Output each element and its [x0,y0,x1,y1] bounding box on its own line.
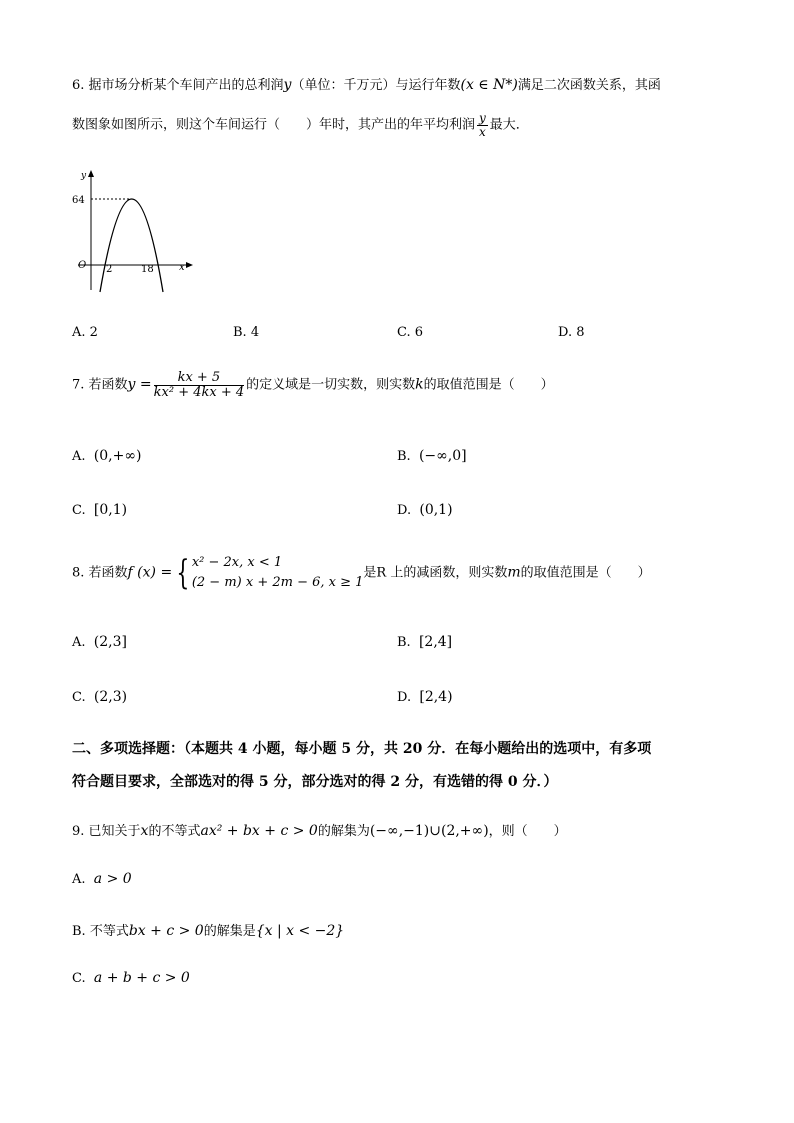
q6-option-d: D. 8 [558,325,585,340]
q9-mid: 的不等式 [148,824,201,839]
q6-text-c: 满足二次函数关系，其函 [517,78,661,93]
q7-prefix: 7. 若函数 [72,377,128,393]
graph-y-label: y [81,171,87,181]
graph-x-tick-18: 18 [141,264,154,275]
q9-mid2: 的解集为 [317,824,370,839]
section2-heading-line1: 二、多项选择题：（本题共 4 小题，每小题 5 分，共 20 分．在每小题给出的选项中，有多项 [72,741,652,757]
q6-line1 [72,74,754,93]
q9-var-x: x [140,823,149,839]
q7-y-eq: y = [127,376,152,393]
q6-option-a: A. 2 [72,325,98,340]
q8-stem [72,553,754,593]
q8-option-a: A. (2,3] [72,634,127,650]
q6-graph [72,168,202,296]
q7-suffix2: 的取值范围是（ ） [423,377,554,393]
section2-heading-line2: 符合题目要求，全部选对的得 5 分，部分选对的得 2 分，有选错的得 0 分．） [72,774,558,790]
q9-option-c: C. a + b + c > 0 [72,970,190,986]
q6-var-y: y [283,77,292,93]
q6-option-b: B. 4 [233,325,260,340]
q8-var-m: m [507,564,521,581]
q9-solution-set: (−∞,−1)∪(2,+∞) [369,823,489,839]
q6-line2 [72,112,754,138]
q8-cases: x² − 2x, x < 1 (2 − m) x + 2m − 6, x ≥ 1 [191,555,364,590]
q6-text-d: 数图象如图所示，则这个车间运行（ ）年时，其产出的年平均利润 [72,117,476,133]
q7-var-k: k [415,376,424,393]
graph-origin: O [78,260,87,271]
q8-suffix: 是R 上的减函数，则实数 [363,565,508,581]
q7-suffix: 的定义域是一切实数，则实数 [246,377,416,393]
q8-option-b: B. [2,4] [397,634,453,650]
q8-option-d: D. [2,4) [397,689,453,705]
q8-fx: f (x) = [127,564,173,581]
graph-y-tick: 64 [72,195,85,206]
q9-inequality: ax² + bx + c > 0 [200,823,318,839]
q9-prefix: 9. 已知关于 [72,824,141,839]
q9-option-a: A. a > 0 [72,871,132,887]
q7-option-b: B. (−∞,0] [397,448,467,464]
graph-x-label: x [179,262,185,273]
q9-suffix: ，则（ ） [488,824,567,839]
q6-text-b: （单位：千万元）与运行年数 [291,78,461,93]
q7-option-a: A. (0,+∞) [72,448,142,464]
q7-option-d: D. (0,1) [397,502,453,518]
q6-option-c: C. 6 [397,325,424,340]
q9-option-b: B. 不等式bx + c > 0的解集是{x | x < −2} [72,923,345,939]
q8-prefix: 8. 若函数 [72,565,128,581]
q9-stem [72,820,754,839]
q7-option-c: C. [0,1) [72,502,128,518]
q7-fraction: $\frac{kx + 5}{\text{kx² + 4kx + 4}}$ [153,370,245,400]
q8-brace: { [176,553,190,593]
q6-fraction: $\frac{y}{x}$ [479,111,486,139]
q8-option-c: C. (2,3) [72,689,128,705]
q6-condition: (x ∈ N*) [460,77,518,93]
q7-stem [72,371,754,399]
q6-text-e: 最大． [489,117,529,133]
q6-text-a: 6. 据市场分析某个车间产出的总利润 [72,78,284,93]
q8-suffix2: 的取值范围是（ ） [520,565,651,581]
graph-x-tick-2: 2 [106,264,113,275]
